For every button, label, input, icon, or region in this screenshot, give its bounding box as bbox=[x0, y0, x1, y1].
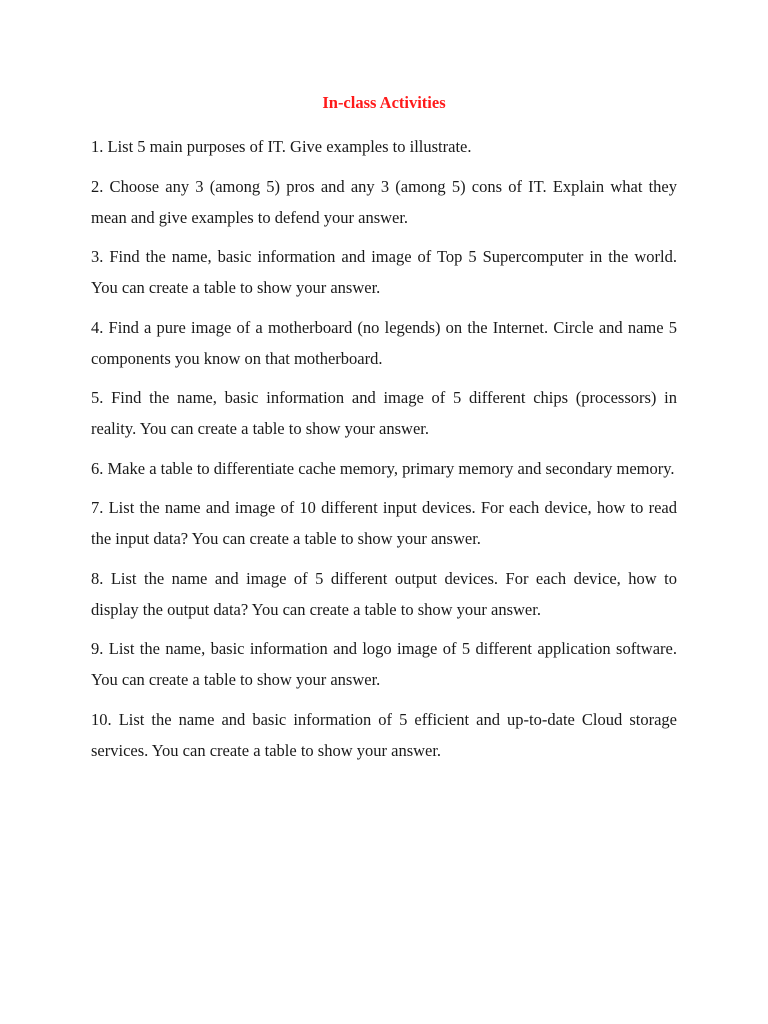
activity-item: 6. Make a table to differentiate cache memory, primary memory and secondary memory. bbox=[91, 458, 675, 478]
activity-item: 8. List the name and image of 5 different output devices. For each device, how to display the output data? You can create a table to show your answer. bbox=[91, 568, 677, 619]
activity-item: 10. List the name and basic information of 5 efficient and up-to-date Cloud storage services. You can create a table to show your answer. bbox=[91, 709, 677, 760]
document-title: In-class Activities bbox=[322, 93, 446, 112]
activity-list bbox=[91, 131, 677, 774]
activity-item: 5. Find the name, basic information and image of 5 different chips (processors) in reality. You can create a table to show your answer. bbox=[91, 388, 677, 438]
activity-item: 1. List 5 main purposes of IT. Give examples to illustrate. bbox=[91, 137, 472, 156]
activity-item: 9. List the name, basic information and logo image of 5 different application software. You can create a table to show your answer. bbox=[91, 639, 677, 689]
activity-item: 4. Find a pure image of a motherboard (no legends) on the Internet. Circle and name 5 components you know on that motherboard. bbox=[91, 317, 677, 368]
activity-item: 7. List the name and image of 10 different input devices. For each device, how to read the input data? You can create a table to show your answer. bbox=[91, 498, 677, 548]
activity-item: 3. Find the name, basic information and image of Top 5 Supercomputer in the world. You can create a table to show your answer. bbox=[91, 247, 677, 297]
activity-item: 2. Choose any 3 (among 5) pros and any 3 (among 5) cons of IT. Explain what they mean and give examples to defend your answer. bbox=[91, 176, 677, 227]
